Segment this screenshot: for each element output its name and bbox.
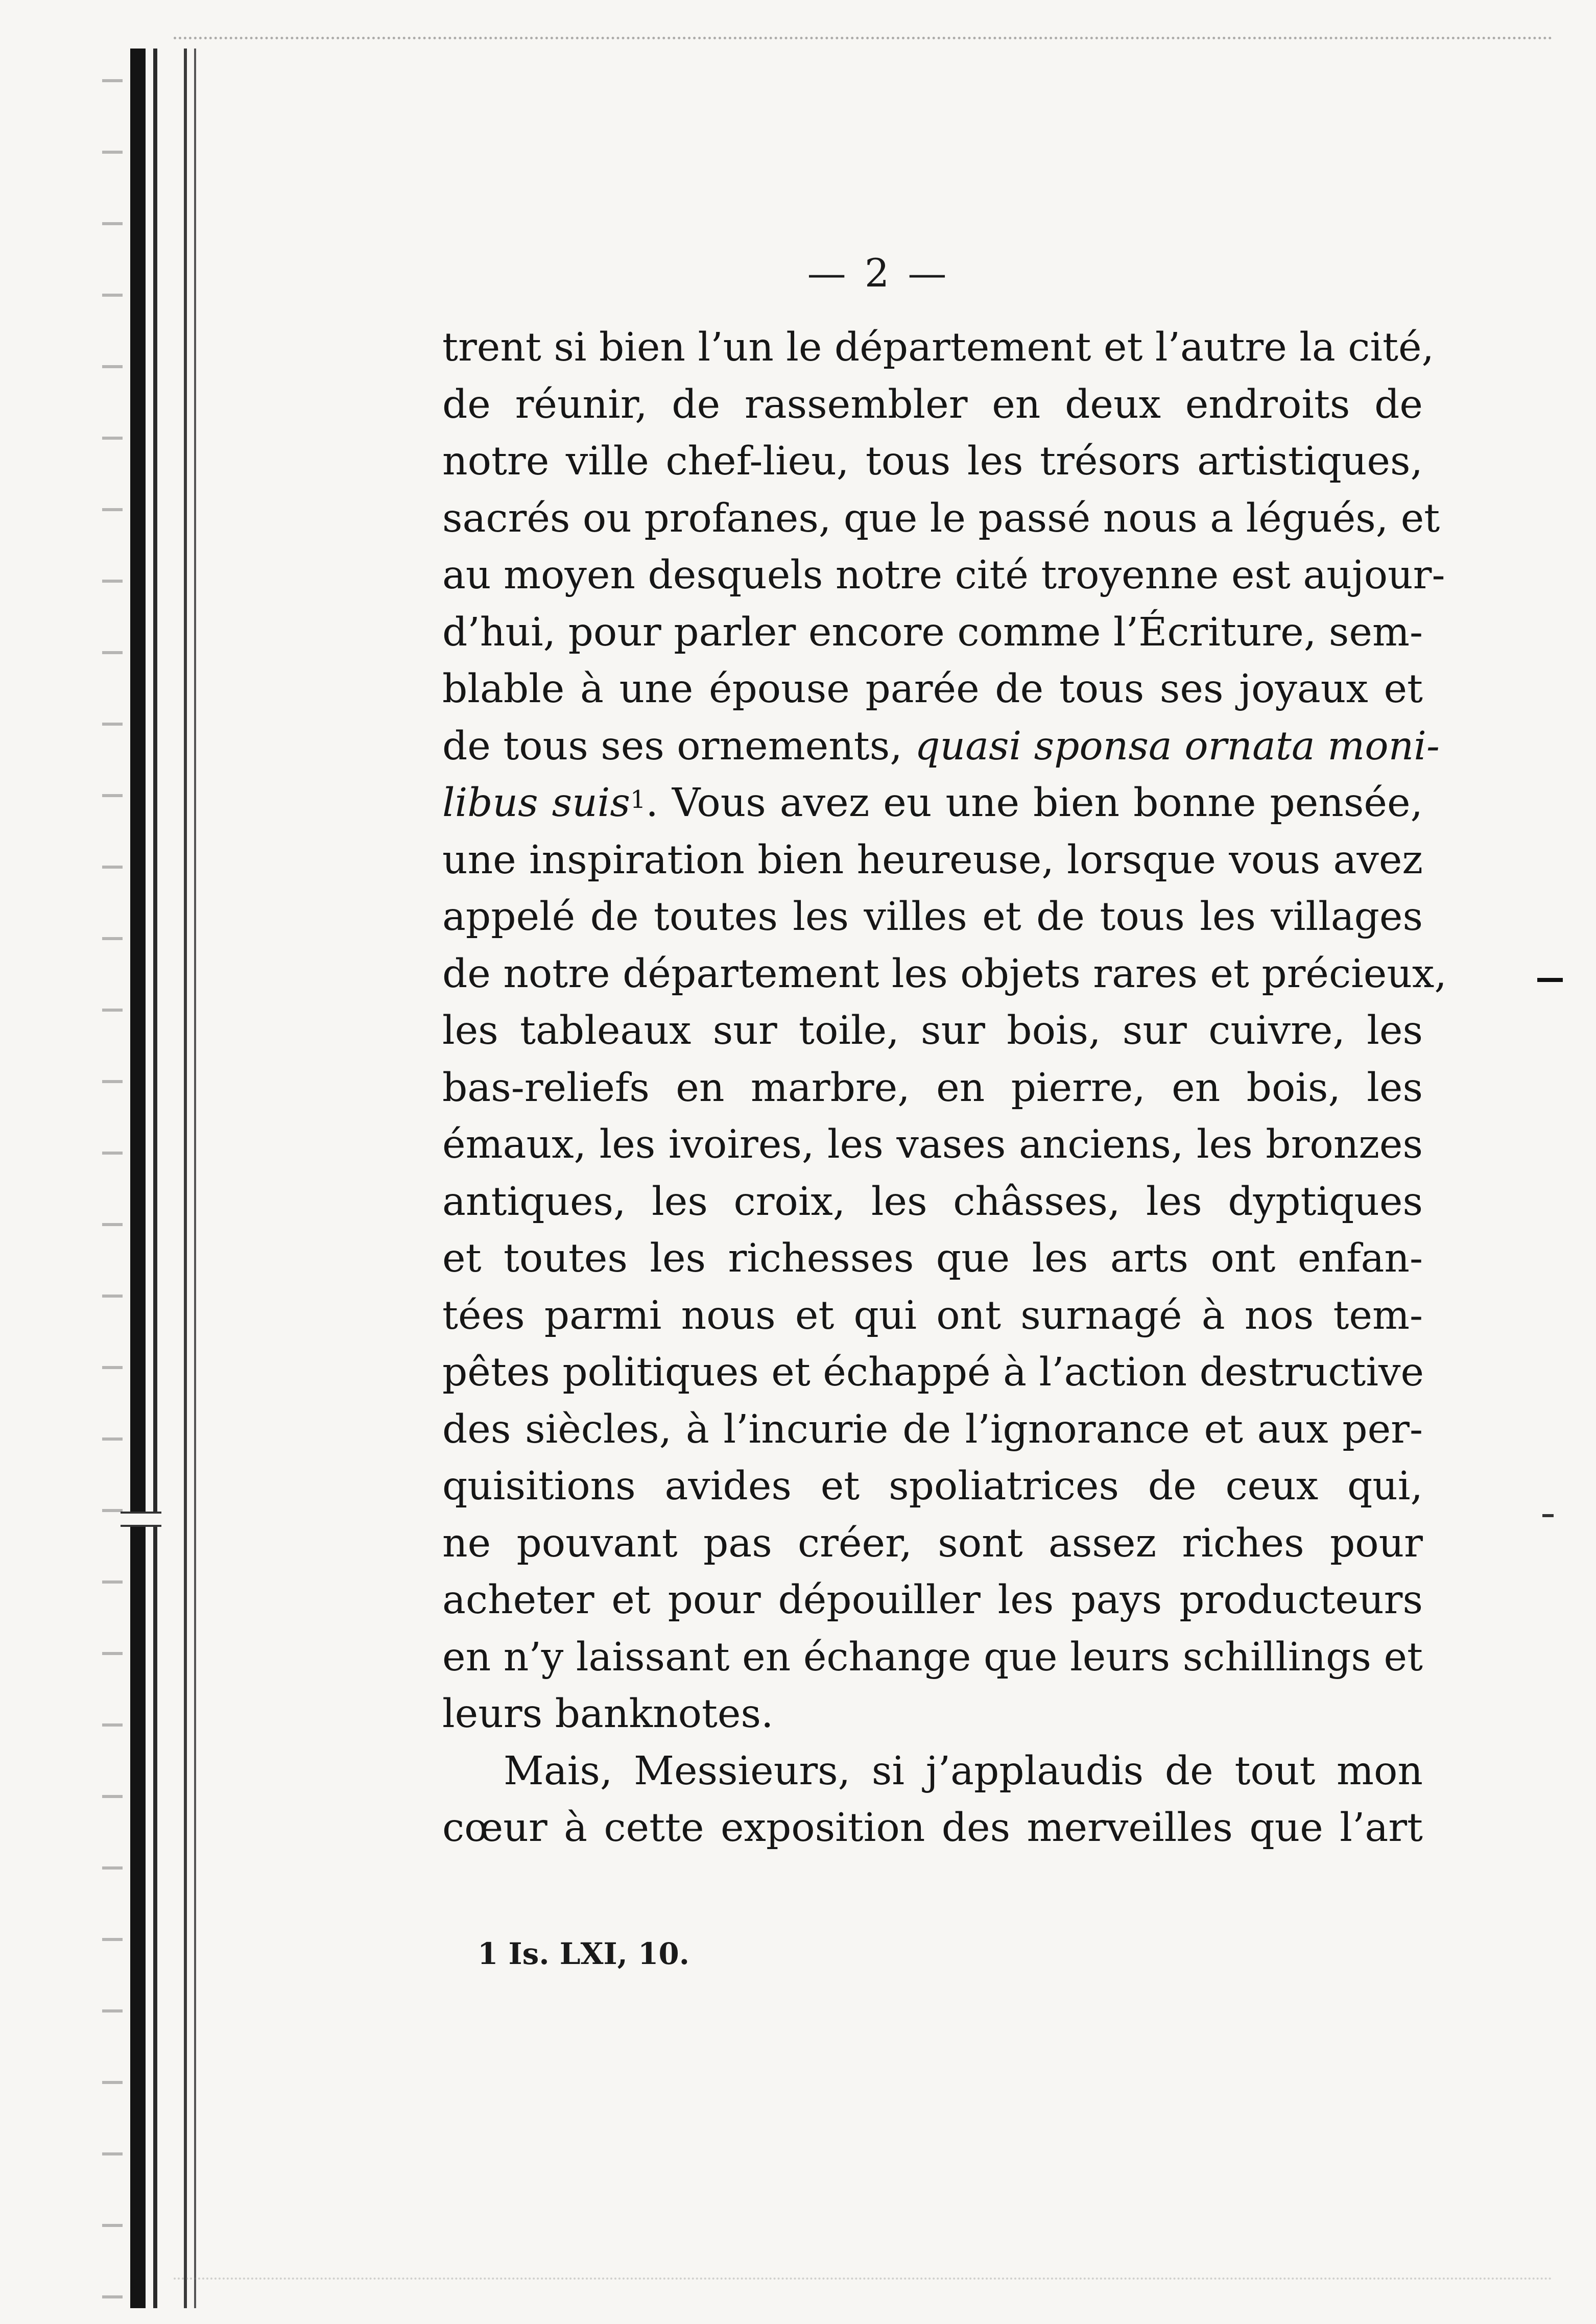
text-line: une inspiration bien heureuse, lorsque vous avez bbox=[442, 837, 1423, 883]
text-line: notre ville chef-lieu, tous les trésors artistiques, bbox=[442, 439, 1423, 484]
text-segment: de tous ses ornements, bbox=[442, 723, 915, 769]
text-line: des siècles, à l’incurie de l’ignorance et aux per- bbox=[442, 1406, 1423, 1452]
text-line: antiques, les croix, les châsses, les dyptiques bbox=[442, 1179, 1423, 1225]
footnote: 1 Is. LXI, 10. bbox=[478, 1936, 689, 1971]
text-line: trent si bien l’un le département et l’autre la cité, bbox=[442, 325, 1435, 370]
text-line: bas-reliefs en marbre, en pierre, en bois, les bbox=[442, 1065, 1423, 1111]
binding-line bbox=[153, 49, 157, 2308]
text-line: blable à une épouse parée de tous ses joyaux et bbox=[442, 666, 1423, 712]
text-segment: . Vous avez eu une bien bonne pensée, bbox=[646, 780, 1423, 826]
text-line: les tableaux sur toile, sur bois, sur cuivre, les bbox=[442, 1008, 1423, 1053]
binding-speckle bbox=[102, 49, 123, 2308]
page-number: — 2 — bbox=[807, 250, 950, 296]
text-line: Mais, Messieurs, si j’applaudis de tout mon bbox=[504, 1748, 1423, 1794]
binding-break bbox=[121, 1512, 161, 1527]
text-line: acheter et pour dépouiller les pays producteurs bbox=[442, 1577, 1423, 1623]
text-line: de notre département les objets rares et précieux, bbox=[442, 951, 1447, 997]
text-line: leurs banknotes. bbox=[442, 1691, 774, 1737]
text-line: cœur à cette exposition des merveilles que l’art bbox=[442, 1805, 1423, 1851]
binding-shadow bbox=[130, 49, 146, 2308]
text-line: sacrés ou profanes, que le passé nous a légués, et bbox=[442, 495, 1440, 541]
text-line bbox=[442, 718, 1440, 775]
text-line: quisitions avides et spoliatrices de ceux qui, bbox=[442, 1464, 1423, 1509]
margin-mark bbox=[1542, 1514, 1554, 1517]
text-line: et toutes les richesses que les arts ont enfan- bbox=[442, 1236, 1423, 1281]
latin-quote: quasi sponsa ornata moni- bbox=[915, 723, 1440, 769]
latin-quote: libus suis bbox=[442, 780, 630, 826]
body-text bbox=[442, 319, 1447, 1857]
text-line bbox=[442, 775, 1423, 832]
page-bottom-edge bbox=[174, 2278, 1553, 2280]
text-line: émaux, les ivoires, les vases anciens, les bronzes bbox=[442, 1122, 1423, 1167]
text-line: de réunir, de rassembler en deux endroits de bbox=[442, 381, 1423, 427]
binding-line bbox=[194, 49, 196, 2308]
text-line: ne pouvant pas créer, sont assez riches pour bbox=[442, 1520, 1423, 1566]
text-line: au moyen desquels notre cité troyenne est aujour- bbox=[442, 553, 1445, 598]
text-line: en n’y laissant en échange que leurs schillings et bbox=[442, 1634, 1423, 1680]
text-line: appelé de toutes les villes et de tous les villages bbox=[442, 894, 1423, 940]
text-line: pêtes politiques et échappé à l’action destructive bbox=[442, 1350, 1424, 1395]
margin-mark bbox=[1537, 978, 1563, 982]
page-top-edge bbox=[174, 37, 1553, 39]
footnote-marker: 1 bbox=[630, 785, 646, 814]
text-line: tées parmi nous et qui ont surnagé à nos tem- bbox=[442, 1292, 1423, 1338]
text-line: d’hui, pour parler encore comme l’Écriture, sem- bbox=[442, 609, 1423, 655]
binding-line bbox=[184, 49, 187, 2308]
